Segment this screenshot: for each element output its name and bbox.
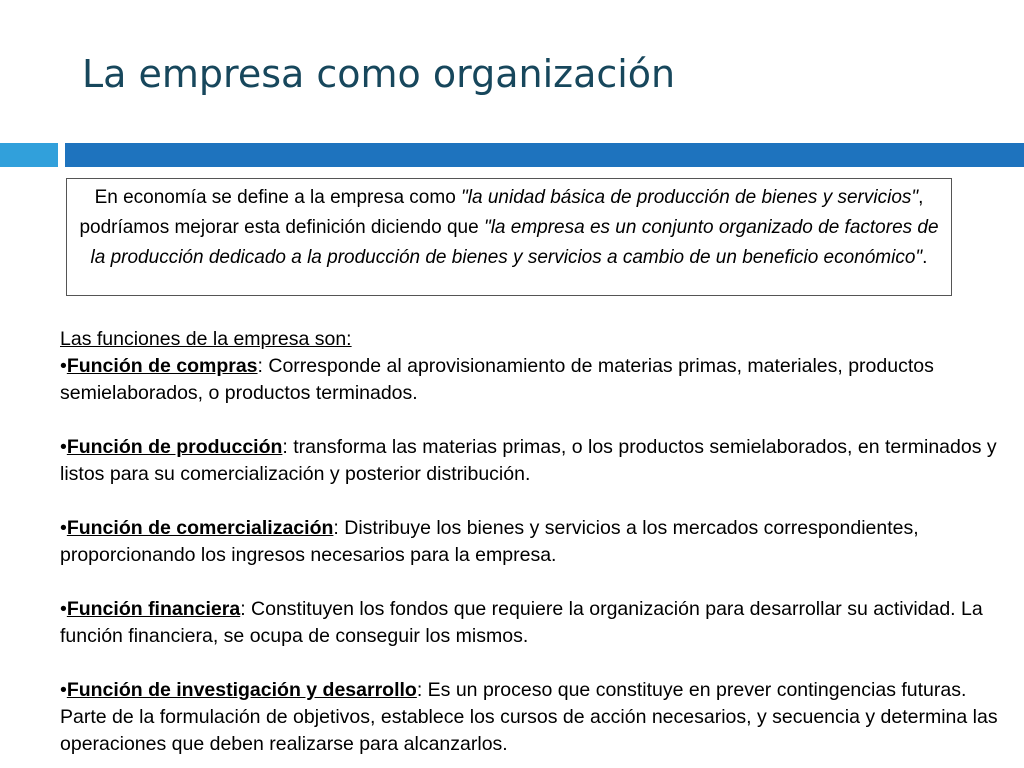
function-description: : Corresponde al aprovisionamiento de materias primas, materiales, productos semielaborados, o productos terminados. bbox=[60, 355, 934, 404]
definition-end: . bbox=[922, 247, 928, 268]
function-item-financiera bbox=[60, 596, 1010, 650]
function-description: : Distribuye los bienes y servicios a los mercados correspondientes, proporcionando los ingresos necesarios para la empresa. bbox=[60, 517, 919, 566]
function-name: Función de investigación y desarrollo bbox=[66, 679, 417, 701]
bullet: • bbox=[60, 436, 67, 458]
definition-quote-2: "la empresa es un conjunto organizado de factores de la producción dedicado a la producción de bienes y servicios a cambio de un beneficio económico" bbox=[90, 217, 939, 268]
functions-section bbox=[60, 326, 1010, 758]
function-item-compras bbox=[60, 353, 1010, 407]
function-description: : transforma las materias primas, o los productos semielaborados, en terminados y listos para su comercialización y posterior distribución. bbox=[60, 436, 997, 485]
definition-quote-1: "la unidad básica de producción de bienes y servicios" bbox=[461, 187, 919, 208]
function-item-investigacion bbox=[60, 677, 1010, 758]
accent-bar-right bbox=[65, 143, 1024, 167]
function-name: Función de producción bbox=[66, 436, 283, 458]
function-description: : Es un proceso que constituye en prever contingencias futuras. Parte de la formulación de objetivos, establece los cursos de acción necesarios, y secuencia y determina las operaciones que deben realizarse para alcanzarlos. bbox=[60, 679, 998, 755]
function-name: Función de compras bbox=[66, 355, 258, 377]
bullet: • bbox=[60, 355, 67, 377]
definition-middle: , podríamos mejorar esta definición diciendo que bbox=[79, 187, 924, 238]
function-name: Función financiera bbox=[66, 598, 241, 620]
function-description: : Constituyen los fondos que requiere la organización para desarrollar su actividad. La función financiera, se ocupa de conseguir los mismos. bbox=[60, 598, 983, 647]
function-item-comercializacion bbox=[60, 515, 1010, 569]
accent-bar-left bbox=[0, 143, 58, 167]
function-list bbox=[60, 353, 1010, 758]
bullet: • bbox=[60, 598, 67, 620]
definition-box bbox=[66, 178, 952, 296]
definition-intro: En economía se define a la empresa como bbox=[94, 187, 462, 208]
bullet: • bbox=[60, 679, 67, 701]
function-item-produccion bbox=[60, 434, 1010, 488]
slide-title: La empresa como organización bbox=[82, 52, 676, 96]
function-name: Función de comercialización bbox=[66, 517, 334, 539]
functions-heading: Las funciones de la empresa son: bbox=[60, 328, 352, 350]
bullet: • bbox=[60, 517, 67, 539]
